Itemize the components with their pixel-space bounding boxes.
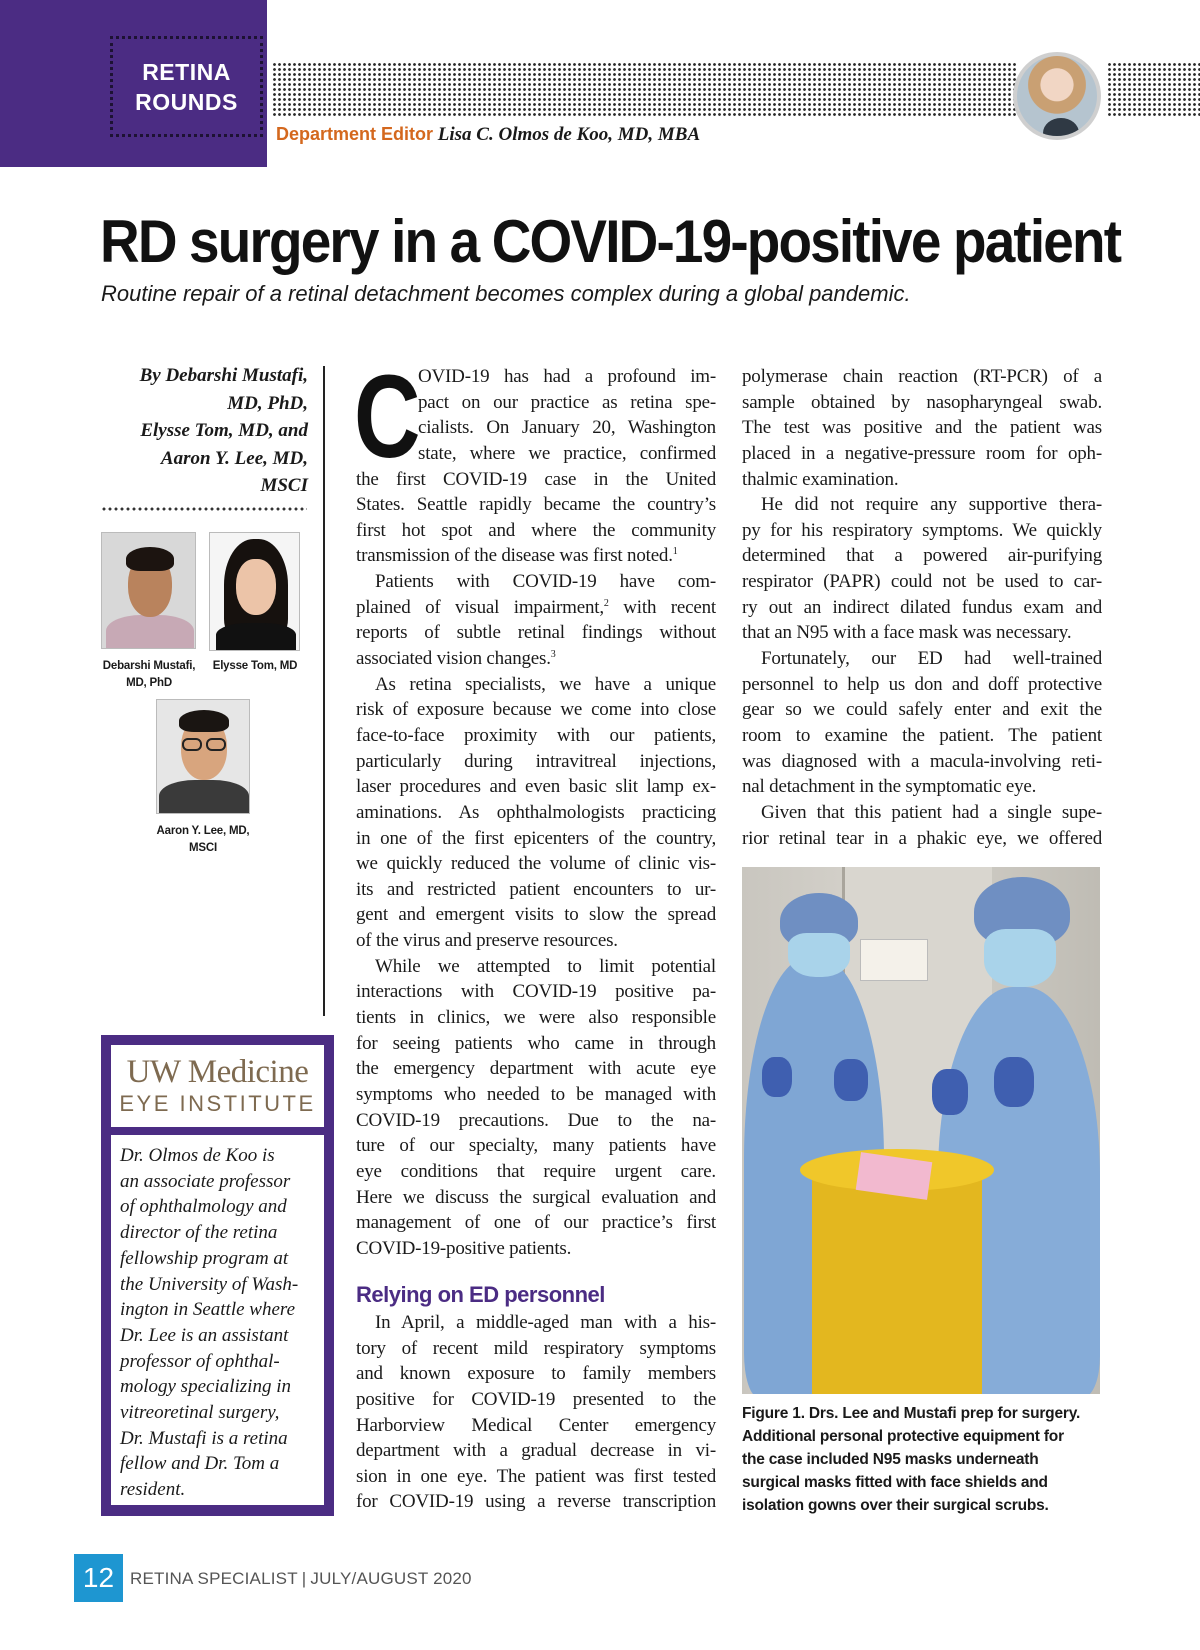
body-line: reports of subtle retinal findings without bbox=[356, 622, 716, 644]
uw-medicine-logo bbox=[111, 1045, 324, 1127]
body-line: Patients with COVID-19 have com- bbox=[375, 571, 716, 593]
body-line: symptoms who needed to be managed with bbox=[356, 1083, 716, 1105]
footnote-ref: 2 bbox=[603, 597, 609, 609]
bio-line: fellow and Dr. Tom a bbox=[120, 1453, 280, 1475]
body-line: in one of the first epicenters of the country, bbox=[356, 827, 716, 849]
byline-divider bbox=[101, 507, 307, 511]
body-line: the first COVID-19 case in the United bbox=[356, 468, 716, 490]
author-caption-tom bbox=[204, 658, 306, 675]
body-line: interactions with COVID-19 positive pa- bbox=[356, 981, 716, 1003]
caption-line: Figure 1. Drs. Lee and Mustafi prep for surgery. bbox=[742, 1405, 1081, 1422]
body-line: Given that this patient had a single supe- bbox=[761, 801, 1102, 823]
body-line: sion in one eye. The patient was first tested bbox=[356, 1465, 716, 1487]
bio-line: professor of ophthal- bbox=[120, 1350, 280, 1372]
byline bbox=[60, 362, 308, 500]
article-subtitle: Routine repair of a retinal detachment becomes complex during a global pandemic. bbox=[101, 281, 911, 306]
body-line: respirator (PAPR) could not be used to car- bbox=[742, 571, 1102, 593]
body-line: for COVID-19 using a reverse transcription bbox=[356, 1491, 716, 1513]
body-column-2-section bbox=[356, 1310, 716, 1515]
byline-line: MSCI bbox=[260, 475, 308, 496]
article-title: RD surgery in a COVID-19-positive patient bbox=[100, 208, 1121, 275]
body-line: department with a gradual decrease in vi- bbox=[356, 1440, 716, 1462]
body-line: Fortunately, our ED had well-trained bbox=[761, 648, 1102, 670]
editor-avatar bbox=[1013, 52, 1101, 140]
byline-line: Elysse Tom, MD, and bbox=[140, 420, 308, 441]
body-line-text: plained of visual impairment, bbox=[356, 596, 604, 618]
author-caption-lee bbox=[148, 823, 258, 857]
body-line: face-to-face proximity with our patients, bbox=[356, 724, 716, 746]
body-line: Harborview Medical Center emergency bbox=[356, 1414, 716, 1436]
page-number: 12 bbox=[74, 1554, 123, 1602]
bio-line: resident. bbox=[120, 1479, 186, 1501]
author-photo-mustafi bbox=[101, 532, 196, 649]
body-line: risk of exposure because we come into close bbox=[356, 699, 716, 721]
body-line: rior retinal tear in a phakic eye, we offered bbox=[742, 827, 1102, 849]
logo-line-2: EYE INSTITUTE bbox=[119, 1091, 316, 1116]
body-line: COVID-19-positive patients. bbox=[356, 1237, 572, 1259]
footer-publication bbox=[130, 1569, 472, 1589]
body-line-text: transmission of the disease was first noted. bbox=[356, 545, 673, 567]
body-line: eye conditions that require urgent care. bbox=[356, 1160, 716, 1182]
department-line-1: RETINA bbox=[142, 58, 231, 85]
body-line: OVID-19 has had a profound im- bbox=[418, 366, 716, 387]
body-line: pact on our practice as retina spe- bbox=[418, 391, 716, 413]
author-photo-lee bbox=[156, 699, 250, 814]
bio-line: an associate professor bbox=[120, 1170, 291, 1192]
body-line: py for his respiratory symptoms. We quickly bbox=[742, 519, 1102, 541]
body-line: room to examine the patient. The patient bbox=[742, 724, 1102, 746]
body-line: placed in a negative-pressure room for oph- bbox=[742, 442, 1102, 464]
figure-1-caption bbox=[742, 1402, 1102, 1517]
photo-door-sign bbox=[860, 939, 928, 981]
caption-line: Debarshi Mustafi, bbox=[102, 660, 196, 672]
body-line: Here we discuss the surgical evaluation and bbox=[356, 1186, 716, 1208]
caption-line: surgical masks fitted with face shields and bbox=[742, 1474, 1048, 1491]
body-line: determined that a powered air-purifying bbox=[742, 545, 1102, 567]
body-column-3 bbox=[742, 364, 1102, 851]
body-line: aminations. As ophthalmologists practicing bbox=[356, 801, 716, 823]
body-line: of the virus and preserve resources. bbox=[356, 930, 618, 952]
photo-waste-bin bbox=[812, 1167, 982, 1394]
body-line-text: with recent bbox=[608, 596, 716, 618]
bio-line: Dr. Lee is an assistant bbox=[120, 1324, 289, 1346]
bio-line: ington in Seattle where bbox=[120, 1299, 296, 1321]
body-line: COVID-19 precautions. Due to the na- bbox=[356, 1109, 716, 1131]
editor-role: Department Editor bbox=[276, 124, 434, 144]
drop-cap: C bbox=[354, 351, 421, 483]
body-line: In April, a middle-aged man with a his- bbox=[375, 1312, 716, 1333]
body-line: nal detachment in the symptomatic eye. bbox=[742, 776, 1037, 798]
body-line bbox=[356, 595, 716, 621]
bio-line: Dr. Olmos de Koo is bbox=[120, 1145, 275, 1166]
issue-date: JULY/AUGUST 2020 bbox=[310, 1569, 472, 1588]
body-line: gent and emergent visits to slow the spread bbox=[356, 904, 716, 926]
body-line: ture of our specialty, many patients have bbox=[356, 1135, 716, 1157]
caption-line: Additional personal protective equipment for bbox=[742, 1428, 1064, 1445]
byline-line: Aaron Y. Lee, MD, bbox=[160, 447, 308, 469]
footnote-ref: 3 bbox=[550, 649, 556, 661]
author-photo-tom bbox=[209, 532, 300, 651]
section-heading: Relying on ED personnel bbox=[356, 1282, 605, 1307]
body-line: As retina specialists, we have a unique bbox=[375, 673, 716, 695]
body-line: particularly during intravitreal injections, bbox=[356, 750, 716, 772]
publication-name: RETINA SPECIALIST bbox=[130, 1569, 298, 1588]
body-line: first hot spot and where the community bbox=[356, 519, 716, 541]
caption-line: MSCI bbox=[189, 842, 217, 854]
caption-line: the case included N95 masks underneath bbox=[742, 1451, 1039, 1468]
body-line: While we attempted to limit potential bbox=[375, 955, 716, 977]
column-divider bbox=[323, 366, 325, 1016]
bio-text bbox=[111, 1135, 324, 1505]
logo-line-1: UW Medicine bbox=[126, 1054, 309, 1090]
body-line: positive for COVID-19 presented to the bbox=[356, 1388, 716, 1410]
body-line: thalmic examination. bbox=[742, 468, 899, 490]
body-line: polymerase chain reaction (RT-PCR) of a bbox=[742, 366, 1102, 387]
body-column-2 bbox=[354, 351, 716, 1261]
body-line: tory of recent mild respiratory symptoms bbox=[356, 1337, 716, 1359]
body-line: for seeing patients who came in through bbox=[356, 1032, 716, 1054]
department-label bbox=[110, 36, 263, 137]
editor-bio-box bbox=[101, 1035, 334, 1516]
body-line: its and restricted patient encounters to ur- bbox=[356, 878, 716, 900]
department-line-2: ROUNDS bbox=[135, 88, 238, 115]
body-line: personnel to help us don and doff protective bbox=[742, 673, 1102, 695]
body-line: management of one of our practice’s first bbox=[356, 1212, 716, 1234]
caption-line: MD, PhD bbox=[126, 677, 172, 689]
body-line: He did not require any supportive thera- bbox=[761, 494, 1102, 516]
dotted-band-right bbox=[1107, 62, 1200, 116]
figure-1-photo bbox=[742, 867, 1100, 1394]
body-line: the emergency department with acute eye bbox=[356, 1058, 716, 1080]
bio-line: Dr. Mustafi is a retina bbox=[120, 1427, 288, 1449]
bio-line: director of the retina bbox=[120, 1222, 278, 1244]
body-line: tients in clinics, we were also responsible bbox=[356, 1007, 716, 1029]
dotted-band-left bbox=[272, 62, 1017, 116]
byline-line: MD, PhD, bbox=[227, 392, 308, 414]
byline-line: By Debarshi Mustafi, bbox=[139, 365, 308, 386]
bio-line: fellowship program at bbox=[120, 1247, 289, 1269]
body-line: we quickly reduced the volume of clinic vis- bbox=[356, 853, 716, 875]
caption-line: Aaron Y. Lee, MD, bbox=[156, 825, 250, 837]
footer-separator: | bbox=[301, 1569, 307, 1588]
bio-line: mology specializing in bbox=[120, 1376, 291, 1398]
body-line bbox=[356, 646, 716, 672]
body-line bbox=[356, 543, 716, 569]
author-caption-mustafi bbox=[96, 658, 202, 692]
footnote-ref: 1 bbox=[672, 546, 678, 558]
bio-line: vitreoretinal surgery, bbox=[120, 1402, 280, 1424]
caption-line: isolation gowns over their surgical scrubs. bbox=[742, 1497, 1049, 1514]
body-line: cialists. On January 20, Washington bbox=[418, 417, 716, 439]
body-line: laser procedures and even basic slit lamp ex- bbox=[356, 776, 716, 798]
body-line: ry out an indirect dilated fundus exam and bbox=[742, 596, 1102, 618]
body-line: was diagnosed with a macula-involving reti- bbox=[742, 750, 1102, 772]
bio-line: of ophthalmology and bbox=[120, 1196, 287, 1218]
body-line: and known exposure to family members bbox=[356, 1363, 716, 1385]
body-line-text: associated vision changes. bbox=[356, 648, 551, 670]
caption-line: Elysse Tom, MD bbox=[212, 660, 298, 672]
body-line: state, where we practice, confirmed bbox=[418, 442, 716, 464]
department-banner bbox=[0, 0, 267, 167]
bio-line: the University of Wash- bbox=[120, 1273, 299, 1295]
body-line: States. Seattle rapidly became the country’s bbox=[356, 494, 716, 516]
editor-credit bbox=[276, 124, 700, 146]
body-line: The test was positive and the patient was bbox=[742, 417, 1102, 439]
body-line: that an N95 with a face mask was necessary. bbox=[742, 622, 1072, 644]
body-line: sample obtained by nasopharyngeal swab. bbox=[742, 391, 1102, 413]
body-line: gear so we could safely enter and exit the bbox=[742, 699, 1102, 721]
editor-name: Lisa C. Olmos de Koo, MD, MBA bbox=[437, 124, 701, 145]
